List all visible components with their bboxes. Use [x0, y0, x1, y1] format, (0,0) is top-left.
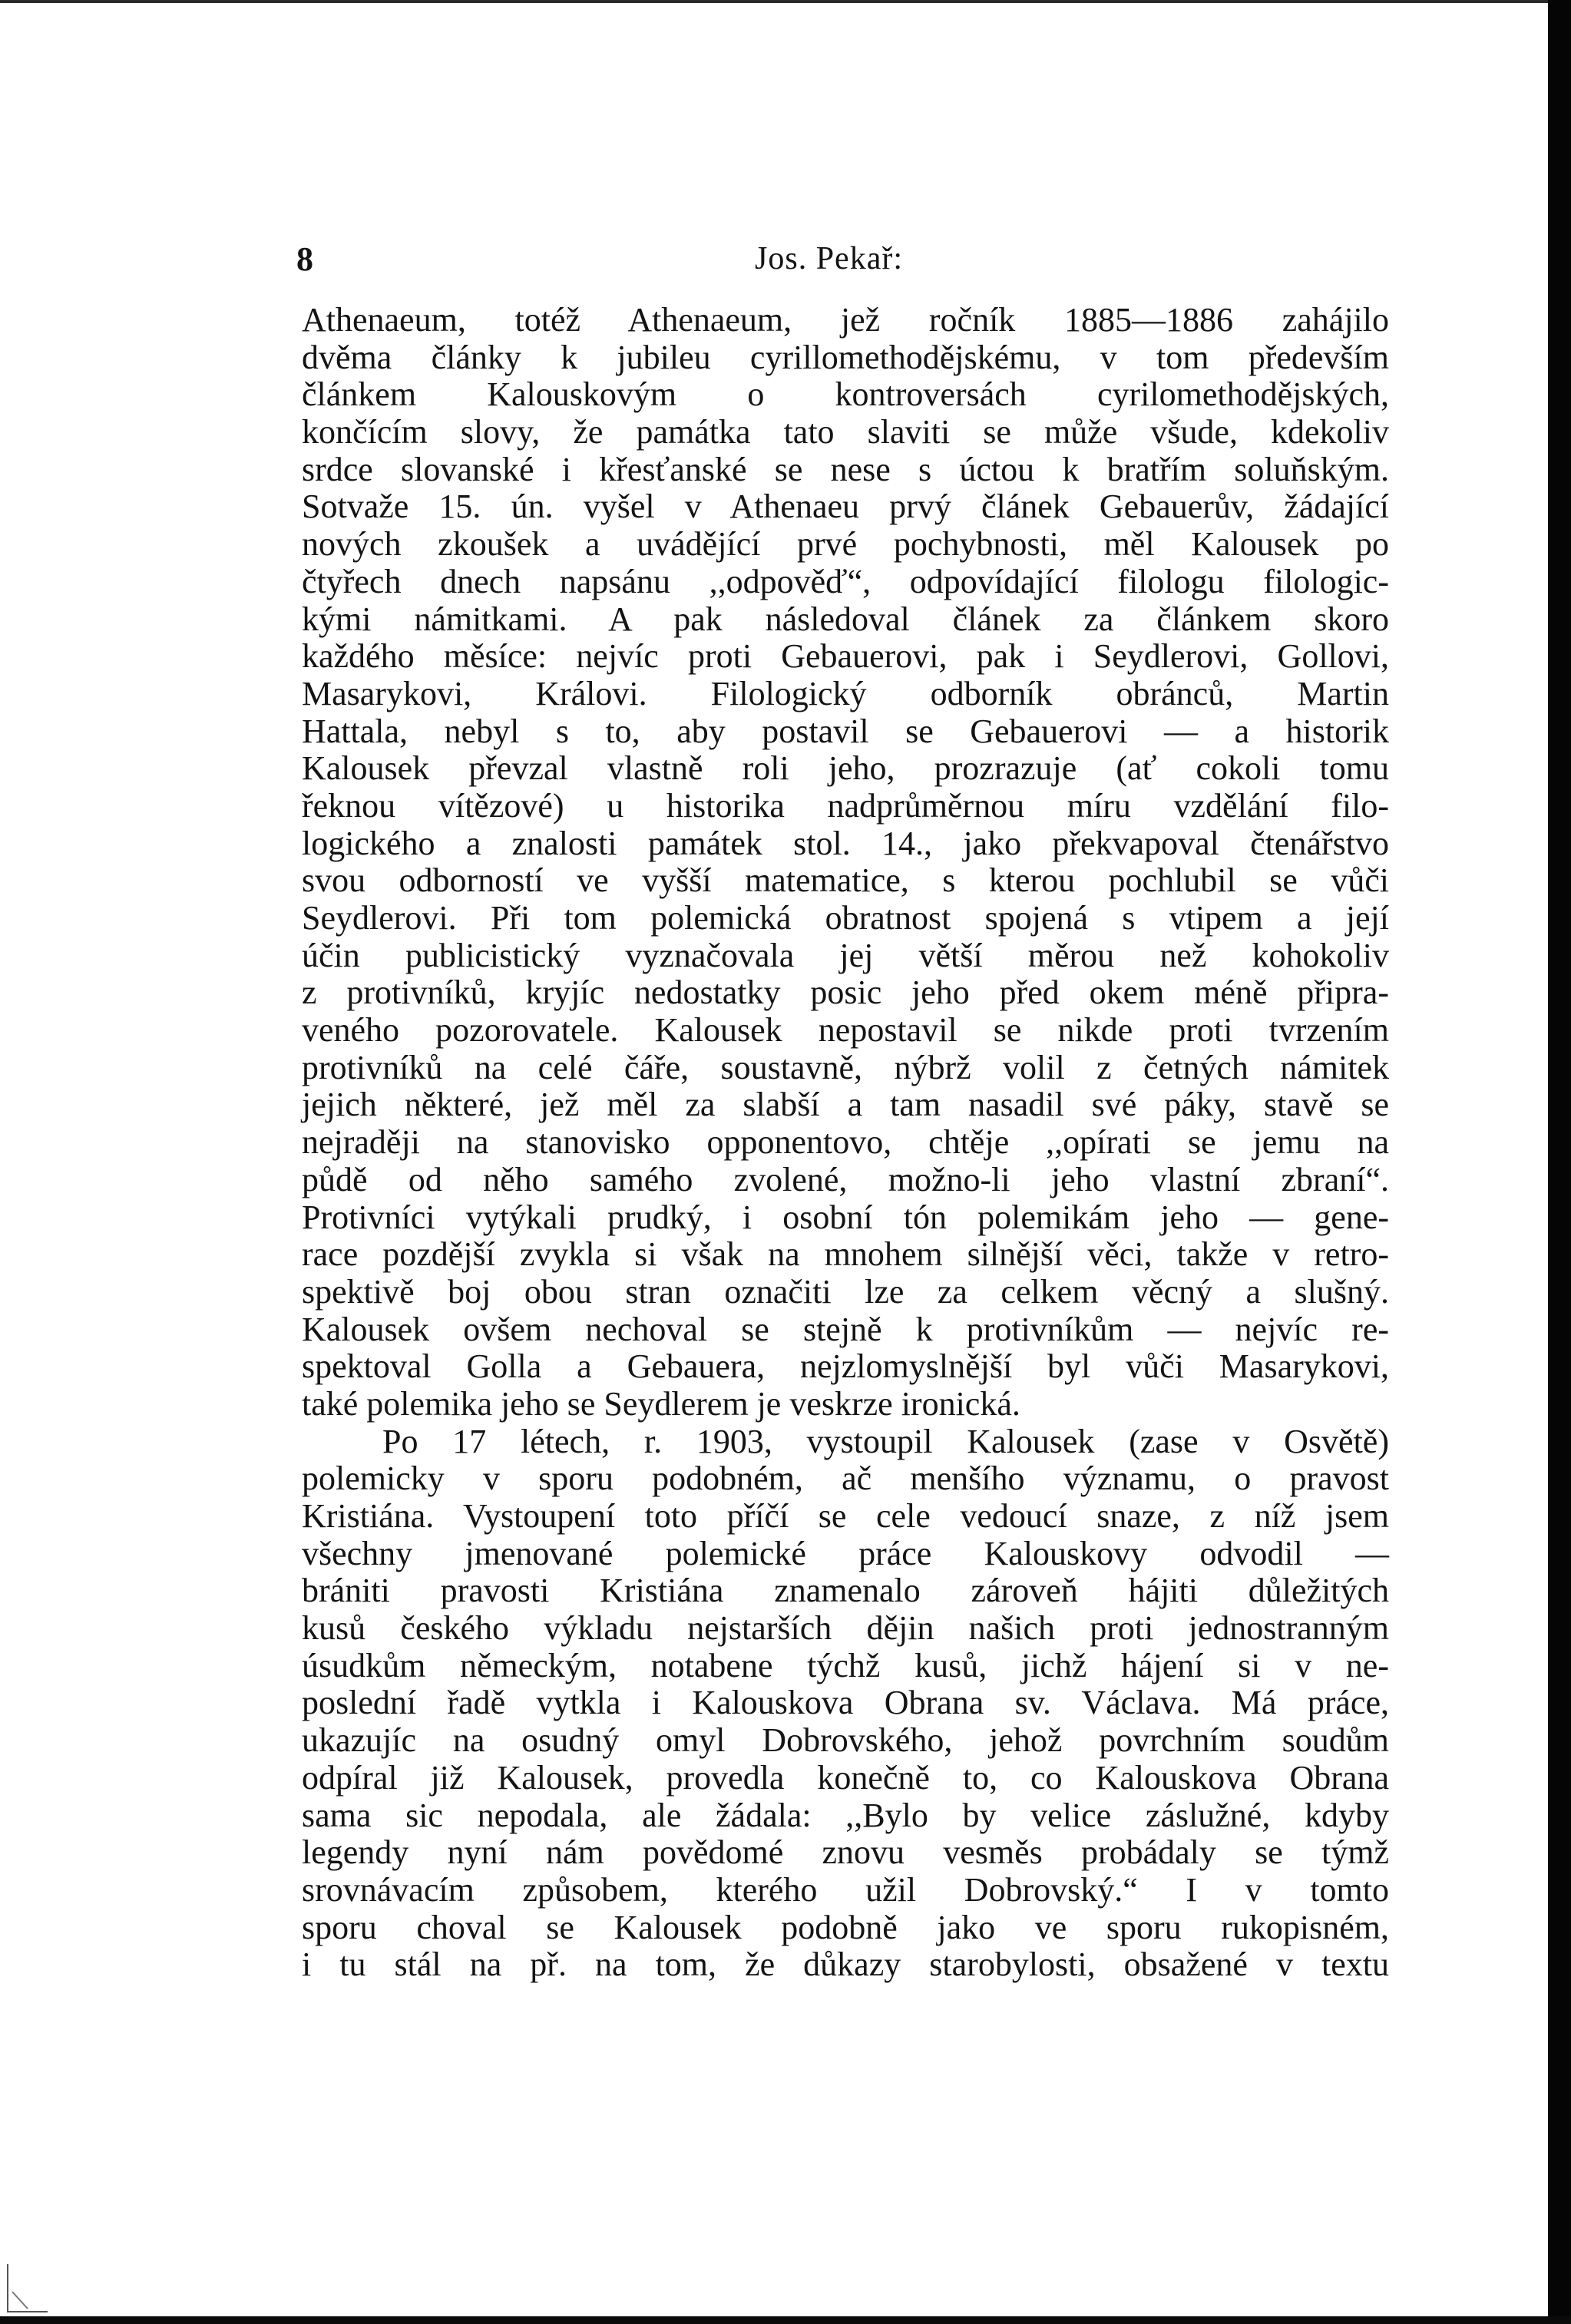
text-line: čtyřech dnech napsánu ,,odpověď“, odpovídající filologu filologic-	[302, 562, 1389, 600]
text-line: kusů českého výkladu nejstarších dějin našich proti jednostranným	[302, 1609, 1389, 1648]
text-line: svou odborností ve vyšší matematice, s kterou pochlubil se vůči	[302, 861, 1389, 900]
text-line: dvěma články k jubileu cyrillomethodějskému, v tom především	[302, 338, 1389, 376]
text-line: každého měsíce: nejvíc proti Gebauerovi, pak i Seydlerovi, Gollovi,	[302, 637, 1389, 676]
scan-top-edge	[0, 0, 1571, 3]
text-line: odpíral již Kalousek, provedla konečně to, co Kalouskova Obrana	[302, 1758, 1389, 1797]
scan-bottom-edge	[0, 2316, 1571, 2324]
text-line: řeknou vítězové) u historika nadprůměrnou míru vzdělání filo-	[302, 786, 1389, 825]
paragraph-first-line: Po 17 létech, r. 1903, vystoupil Kalousek (zase v Osvětě)	[382, 1422, 1389, 1460]
scan-right-edge	[1548, 0, 1571, 2324]
text-line: protivníků na celé čáře, soustavně, nýbrž volil z četných námitek	[302, 1048, 1389, 1086]
text-line: Kalousek ovšem nechoval se stejně k protivníkům — nejvíc re-	[302, 1310, 1389, 1348]
text-line: legendy nyní nám povědomé znovu vesměs probádaly se týmž	[302, 1833, 1389, 1872]
text-line: účin publicistický vyznačovala jej větší měrou než kohokoliv	[302, 936, 1389, 974]
text-line: všechny jmenované polemické práce Kalouskovy odvodil —	[302, 1534, 1389, 1572]
text-line: i tu stál na př. na tom, že důkazy starobylosti, obsažené v textu	[302, 1945, 1389, 1984]
text-line: spektoval Golla a Gebauera, nejzlomyslnější byl vůči Masarykovi,	[302, 1347, 1389, 1386]
text-line: Seydlerovi. Při tom polemická obratnost spojená s vtipem a její	[302, 899, 1389, 937]
text-line: Protivníci vytýkali prudký, i osobní tón polemikám jeho — gene-	[302, 1198, 1389, 1236]
text-line: článkem Kalouskovým o kontroversách cyrilomethodějských,	[302, 375, 1389, 414]
body-text	[302, 302, 1389, 1984]
text-line: poslední řadě vytkla i Kalouskova Obrana sv. Václava. Má práce,	[302, 1684, 1389, 1722]
text-line: polemicky v sporu podobném, ač menšího významu, o pravost	[302, 1460, 1389, 1498]
paragraph-last-line: také polemika jeho se Seydlerem je veskrze ironická.	[302, 1384, 1020, 1423]
text-line: ukazujíc na osudný omyl Dobrovského, jehož povrchním soudům	[302, 1721, 1389, 1760]
text-line: jejich některé, jež měl za slabší a tam nasadil své páky, stavě se	[302, 1086, 1389, 1124]
text-line: srovnávacím způsobem, kterého užil Dobrovský.“ I v tomto	[302, 1870, 1389, 1909]
text-line: brániti pravosti Kristiána znamenalo zároveň hájiti důležitých	[302, 1572, 1389, 1610]
page-number: 8	[296, 240, 313, 278]
text-line: sporu choval se Kalousek podobně jako ve sporu rukopisném,	[302, 1908, 1389, 1946]
scan-corner-mark	[5, 2261, 51, 2315]
text-line: spektivě boj obou stran označiti lze za celkem věcný a slušný.	[302, 1272, 1389, 1311]
text-line: z protivníků, kryjíc nedostatky posic jeho před okem méně připra-	[302, 974, 1389, 1012]
text-line: veného pozorovatele. Kalousek nepostavil se nikde proti tvrzením	[302, 1011, 1389, 1050]
text-line: race pozdější zvykla si však na mnohem silnější věci, takže v retro-	[302, 1235, 1389, 1274]
running-head: Jos. Pekař:	[755, 241, 903, 276]
text-line: Masarykovi, Královi. Filologický odborník obránců, Martin	[302, 674, 1389, 712]
text-line: Kristiána. Vystoupení toto příčí se cele vedoucí snaze, z níž jsem	[302, 1497, 1389, 1535]
text-line: úsudkům německým, notabene týchž kusů, jichž hájení si v ne-	[302, 1646, 1389, 1684]
text-line: Kalousek převzal vlastně roli jeho, prozrazuje (ať cokoli tomu	[302, 749, 1389, 788]
text-line: nových zkoušek a uvádějící prvé pochybnosti, měl Kalousek po	[302, 525, 1389, 564]
text-line: kými námitkami. A pak následoval článek za článkem skoro	[302, 600, 1389, 638]
text-line: nejraději na stanovisko opponentovo, chtěje ,,opírati se jemu na	[302, 1123, 1389, 1162]
text-line: Hattala, nebyl s to, aby postavil se Gebauerovi — a historik	[302, 712, 1389, 750]
text-line: sama sic nepodala, ale žádala: ,,Bylo by velice záslužné, kdyby	[302, 1796, 1389, 1834]
text-line: logického a znalosti památek stol. 14., jako překvapoval čtenářstvo	[302, 824, 1389, 862]
text-line: půdě od něho samého zvolené, možno-li jeho vlastní zbraní“.	[302, 1160, 1389, 1198]
text-line: srdce slovanské i křesťanské se nese s úctou k bratřím soluňským.	[302, 450, 1389, 488]
text-line: Athenaeum, totéž Athenaeum, jež ročník 1885—1886 zahájilo	[302, 301, 1389, 339]
text-line: Sotvaže 15. ún. vyšel v Athenaeu prvý článek Gebauerův, žádající	[302, 488, 1389, 526]
text-line: končícím slovy, že památka tato slaviti se může všude, kdekoliv	[302, 413, 1389, 451]
